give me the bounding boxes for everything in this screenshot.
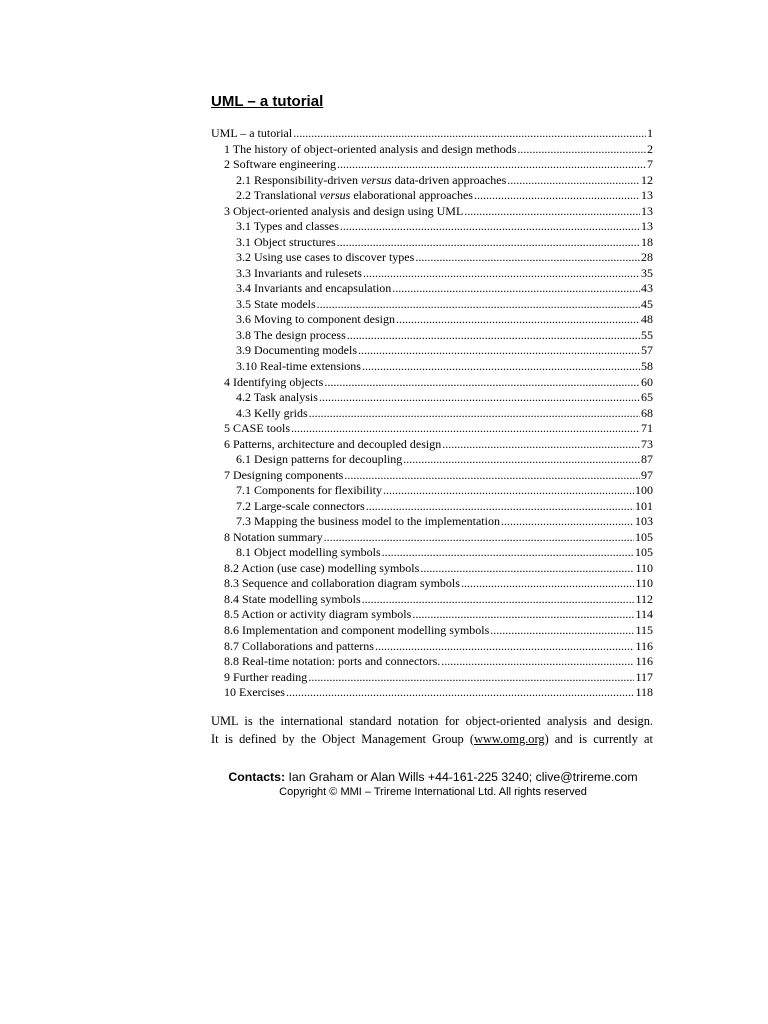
toc-entry-title-text: 7 Designing components [224, 467, 344, 482]
toc-leader-dots [490, 623, 634, 639]
omg-link[interactable]: www.omg.org [474, 732, 545, 746]
toc-leader-dots [464, 204, 640, 220]
toc-leader-dots [363, 266, 640, 282]
toc-entry-title [236, 219, 339, 235]
toc-leader-dots [308, 670, 634, 686]
toc-entry-title [236, 390, 318, 406]
toc-entry[interactable] [211, 623, 653, 639]
toc-entry-title [224, 204, 463, 220]
toc-entry-title-emphasis: versus [361, 172, 392, 187]
toc-entry-title [236, 514, 500, 530]
toc-leader-dots [324, 530, 634, 546]
toc-leader-dots [474, 188, 640, 204]
toc-entry-title [224, 375, 323, 391]
toc-entry-title [224, 607, 411, 623]
toc-leader-dots [412, 607, 634, 623]
toc-leader-dots [293, 126, 646, 142]
toc-leader-dots [337, 235, 640, 251]
toc-entry-title [224, 157, 336, 173]
toc-leader-dots [461, 576, 634, 592]
toc-entry[interactable] [211, 204, 653, 220]
toc-page-number: 97 [641, 467, 653, 482]
toc-leader-dots [420, 561, 634, 577]
toc-entry-title [236, 297, 316, 313]
toc-entry-title-text: 7.2 Large-scale connectors [236, 498, 365, 513]
toc-entry-title [224, 561, 419, 577]
toc-entry-title-text: 8.1 Object modelling symbols [236, 545, 381, 560]
toc-entry-title [224, 654, 440, 670]
toc-entry-title-text: 8.3 Sequence and collaboration diagram symbols [224, 576, 460, 591]
toc-leader-dots [501, 514, 634, 530]
toc-entry[interactable] [211, 685, 653, 701]
toc-entry-title [224, 530, 323, 546]
toc-page-number: 114 [635, 607, 653, 622]
toc-entry-title-text: 3.5 State models [236, 296, 316, 311]
toc-entry-title-text: 8.7 Collaborations and patterns [224, 638, 374, 653]
toc-entry-title [236, 250, 414, 266]
toc-page-number: 115 [635, 623, 653, 637]
toc-entry[interactable] [211, 312, 653, 328]
toc-page-number: 118 [635, 685, 653, 700]
toc-page-number: 58 [641, 358, 653, 373]
toc-entry-title [224, 421, 290, 437]
toc-entry-title [224, 592, 361, 608]
toc-page-number: 60 [641, 374, 653, 389]
toc-page-number: 1 [647, 126, 653, 140]
toc-page-number: 105 [635, 545, 653, 560]
toc-entry-title-text: 4 Identifying objects [224, 374, 324, 389]
toc-entry-title-text: 7.3 Mapping the business model to the implementation [236, 514, 500, 529]
toc-page-number: 103 [635, 514, 653, 529]
toc-entry[interactable] [211, 359, 653, 375]
toc-entry-title [236, 173, 506, 189]
toc-leader-dots [415, 250, 640, 266]
toc-leader-dots [362, 359, 640, 375]
toc-entry[interactable] [211, 654, 653, 670]
toc-page-number: 112 [635, 591, 653, 606]
toc-entry[interactable] [211, 406, 653, 422]
toc-entry-title-text: 8.5 Action or activity diagram symbols [224, 607, 412, 622]
toc-entry-title-text: 3 Object-oriented analysis and design using UML [224, 203, 464, 218]
toc-leader-dots [441, 654, 634, 670]
toc-entry[interactable] [211, 390, 653, 406]
toc-page-number: 43 [641, 281, 653, 296]
toc-entry[interactable] [211, 514, 653, 530]
toc-page-number: 12 [641, 172, 653, 187]
toc-entry-title [224, 639, 374, 655]
toc-page-number: 48 [641, 312, 653, 327]
copyright-line: Copyright © MMI – Trireme International Ltd. All rights reserved [279, 786, 587, 798]
toc-page-number: 71 [641, 421, 653, 436]
toc-entry-title [236, 266, 362, 282]
toc-entry-title-text: 3.3 Invariants and rulesets [236, 265, 362, 280]
toc-entry-title [224, 468, 343, 484]
toc-entry[interactable] [211, 561, 653, 577]
toc-entry-title [224, 142, 516, 158]
toc-entry-title [224, 576, 460, 592]
toc-page-number: 110 [635, 560, 653, 575]
toc-entry-title-text: 7.1 Components for flexibility [236, 483, 382, 498]
toc-entry-title [224, 670, 307, 686]
toc-entry[interactable] [211, 173, 653, 189]
toc-entry-title [236, 328, 346, 344]
toc-leader-dots [337, 157, 646, 173]
toc-entry[interactable] [211, 592, 653, 608]
toc-entry-title-text: 8.6 Implementation and component modelling symbols [224, 623, 490, 637]
toc-entry[interactable] [211, 157, 653, 173]
contacts-line [195, 770, 671, 784]
toc-leader-dots [517, 142, 646, 158]
toc-entry-title-text: 1 The history of object-oriented analysis and design methods [224, 141, 517, 156]
contacts-text: Ian Graham or Alan Wills +44-161-225 3240; clive@trireme.com [285, 770, 638, 784]
toc-entry-title [236, 483, 382, 499]
toc-page-number: 73 [641, 436, 653, 451]
toc-entry-title-text: 8.2 Action (use case) modelling symbols [224, 560, 420, 575]
toc-leader-dots [383, 483, 634, 499]
toc-leader-dots [375, 639, 634, 655]
toc-entry[interactable] [211, 375, 653, 391]
toc-leader-dots [362, 592, 635, 608]
toc-page-number: 18 [641, 234, 653, 249]
toc-entry[interactable] [211, 126, 653, 142]
toc-page-number: 2 [647, 141, 653, 156]
toc-entry[interactable] [211, 530, 653, 546]
toc-entry-title-text: 2 Software engineering [224, 157, 336, 172]
toc-entry-title [224, 685, 285, 701]
intro-line-1: UML is the international standard notation for object-oriented analysis and design. [211, 714, 653, 728]
toc-entry-title-text: 3.10 Real-time extensions [236, 358, 361, 373]
toc-entry-title-text: 3.6 Moving to component design [236, 312, 395, 327]
toc-entry-title-text: 6 Patterns, architecture and decoupled design [224, 436, 442, 451]
toc-entry-title [236, 452, 402, 468]
toc-entry[interactable] [211, 281, 653, 297]
table-of-contents [211, 126, 653, 701]
toc-entry[interactable] [211, 142, 653, 158]
toc-entry-title [236, 281, 391, 297]
toc-entry-title-text: 6.1 Design patterns for decoupling [236, 452, 403, 467]
toc-page-number: 101 [635, 498, 653, 513]
toc-entry-title [236, 359, 361, 375]
toc-page-number: 116 [635, 638, 653, 653]
toc-page-number: 57 [641, 343, 653, 358]
toc-leader-dots [347, 328, 640, 344]
toc-entry-title-text: 3.4 Invariants and encapsulation [236, 281, 392, 296]
document-title: UML – a tutorial [211, 93, 324, 110]
toc-entry-title-text: 3.1 Object structures [236, 234, 336, 249]
toc-entry-title [236, 235, 336, 251]
toc-entry-title [236, 545, 381, 561]
toc-entry[interactable] [211, 421, 653, 437]
toc-leader-dots [286, 685, 634, 701]
toc-leader-dots [317, 297, 640, 313]
toc-page-number: 45 [641, 296, 653, 311]
toc-leader-dots [319, 390, 640, 406]
toc-entry-title [236, 312, 395, 328]
toc-entry-title [236, 406, 308, 422]
toc-leader-dots [507, 173, 640, 189]
toc-entry[interactable] [211, 235, 653, 251]
toc-entry[interactable] [211, 607, 653, 623]
contacts-label: Contacts: [228, 770, 286, 784]
toc-entry[interactable] [211, 499, 653, 515]
toc-page-number: 65 [641, 390, 653, 405]
toc-entry[interactable] [211, 483, 653, 499]
intro-paragraph [211, 712, 653, 748]
toc-entry-title-text: 2.1 Responsibility-driven [236, 172, 361, 187]
toc-page-number: 87 [641, 452, 653, 467]
toc-entry[interactable] [211, 452, 653, 468]
toc-entry-title [211, 126, 292, 142]
toc-page-number: 13 [641, 203, 653, 218]
toc-page-number: 13 [641, 219, 653, 234]
intro-line-2-end: ) and is currently at [544, 732, 653, 746]
toc-entry[interactable] [211, 188, 653, 204]
toc-page-number: 117 [635, 669, 653, 684]
toc-entry-title [236, 343, 357, 359]
toc-leader-dots [324, 375, 640, 391]
toc-entry-title-text-end: elaborational approaches [350, 188, 473, 203]
toc-entry-title-text: 8.4 State modelling symbols [224, 591, 361, 606]
toc-entry-title-text: UML – a tutorial [211, 126, 293, 140]
toc-entry[interactable] [211, 670, 653, 686]
toc-entry[interactable] [211, 343, 653, 359]
toc-page-number: 116 [635, 654, 653, 669]
toc-entry[interactable] [211, 297, 653, 313]
toc-page-number: 28 [641, 250, 653, 265]
toc-leader-dots [403, 452, 640, 468]
toc-entry-title-text: 8.8 Real-time notation: ports and connectors. [224, 654, 441, 669]
toc-entry[interactable] [211, 545, 653, 561]
toc-page-number: 35 [641, 265, 653, 280]
toc-leader-dots [344, 468, 640, 484]
toc-entry[interactable] [211, 468, 653, 484]
toc-leader-dots [366, 499, 634, 515]
toc-entry-title-text: 3.9 Documenting models [236, 343, 357, 358]
toc-entry[interactable] [211, 437, 653, 453]
toc-page-number: 110 [635, 576, 653, 591]
toc-leader-dots [392, 281, 640, 297]
toc-leader-dots [309, 406, 640, 422]
toc-entry[interactable] [211, 639, 653, 655]
toc-leader-dots [358, 343, 640, 359]
toc-entry-title [236, 499, 365, 515]
toc-entry-title-text: 4.2 Task analysis [236, 390, 318, 405]
toc-entry-title-emphasis: versus [319, 188, 351, 203]
toc-entry[interactable] [211, 576, 653, 592]
toc-leader-dots [382, 545, 634, 561]
toc-leader-dots [396, 312, 640, 328]
toc-entry[interactable] [211, 250, 653, 266]
toc-leader-dots [291, 421, 640, 437]
toc-page-number: 55 [641, 327, 653, 342]
intro-line-2-start: It is defined by the Object Management Group ( [211, 732, 474, 746]
toc-entry-title [236, 188, 473, 204]
toc-page-number: 13 [641, 188, 653, 203]
intro-line-2 [211, 730, 653, 748]
toc-entry-title-text: 9 Further reading [224, 669, 308, 684]
toc-leader-dots [442, 437, 640, 453]
toc-page-number: 7 [647, 157, 653, 172]
toc-entry[interactable] [211, 328, 653, 344]
toc-entry-title-text: 2.2 Translational [236, 188, 320, 203]
toc-entry-title-text: 3.8 The design process [236, 327, 346, 342]
toc-entry-title-text: 5 CASE tools [224, 421, 291, 436]
toc-entry-title-text: 8 Notation summary [224, 529, 323, 544]
toc-entry-title-text: 3.2 Using use cases to discover types [236, 250, 415, 265]
toc-page-number: 100 [635, 483, 653, 498]
toc-entry[interactable] [211, 219, 653, 235]
toc-entry-title-text: 4.3 Kelly grids [236, 405, 308, 420]
toc-entry[interactable] [211, 266, 653, 282]
toc-page-number: 105 [635, 529, 653, 544]
toc-entry-title [224, 623, 489, 639]
toc-entry-title-text: 10 Exercises [224, 685, 285, 700]
toc-entry-title-text: 3.1 Types and classes [236, 219, 339, 234]
toc-leader-dots [340, 219, 640, 235]
toc-entry-title-text-end: data-driven approaches [391, 172, 507, 187]
toc-entry-title [224, 437, 441, 453]
toc-page-number: 68 [641, 405, 653, 420]
